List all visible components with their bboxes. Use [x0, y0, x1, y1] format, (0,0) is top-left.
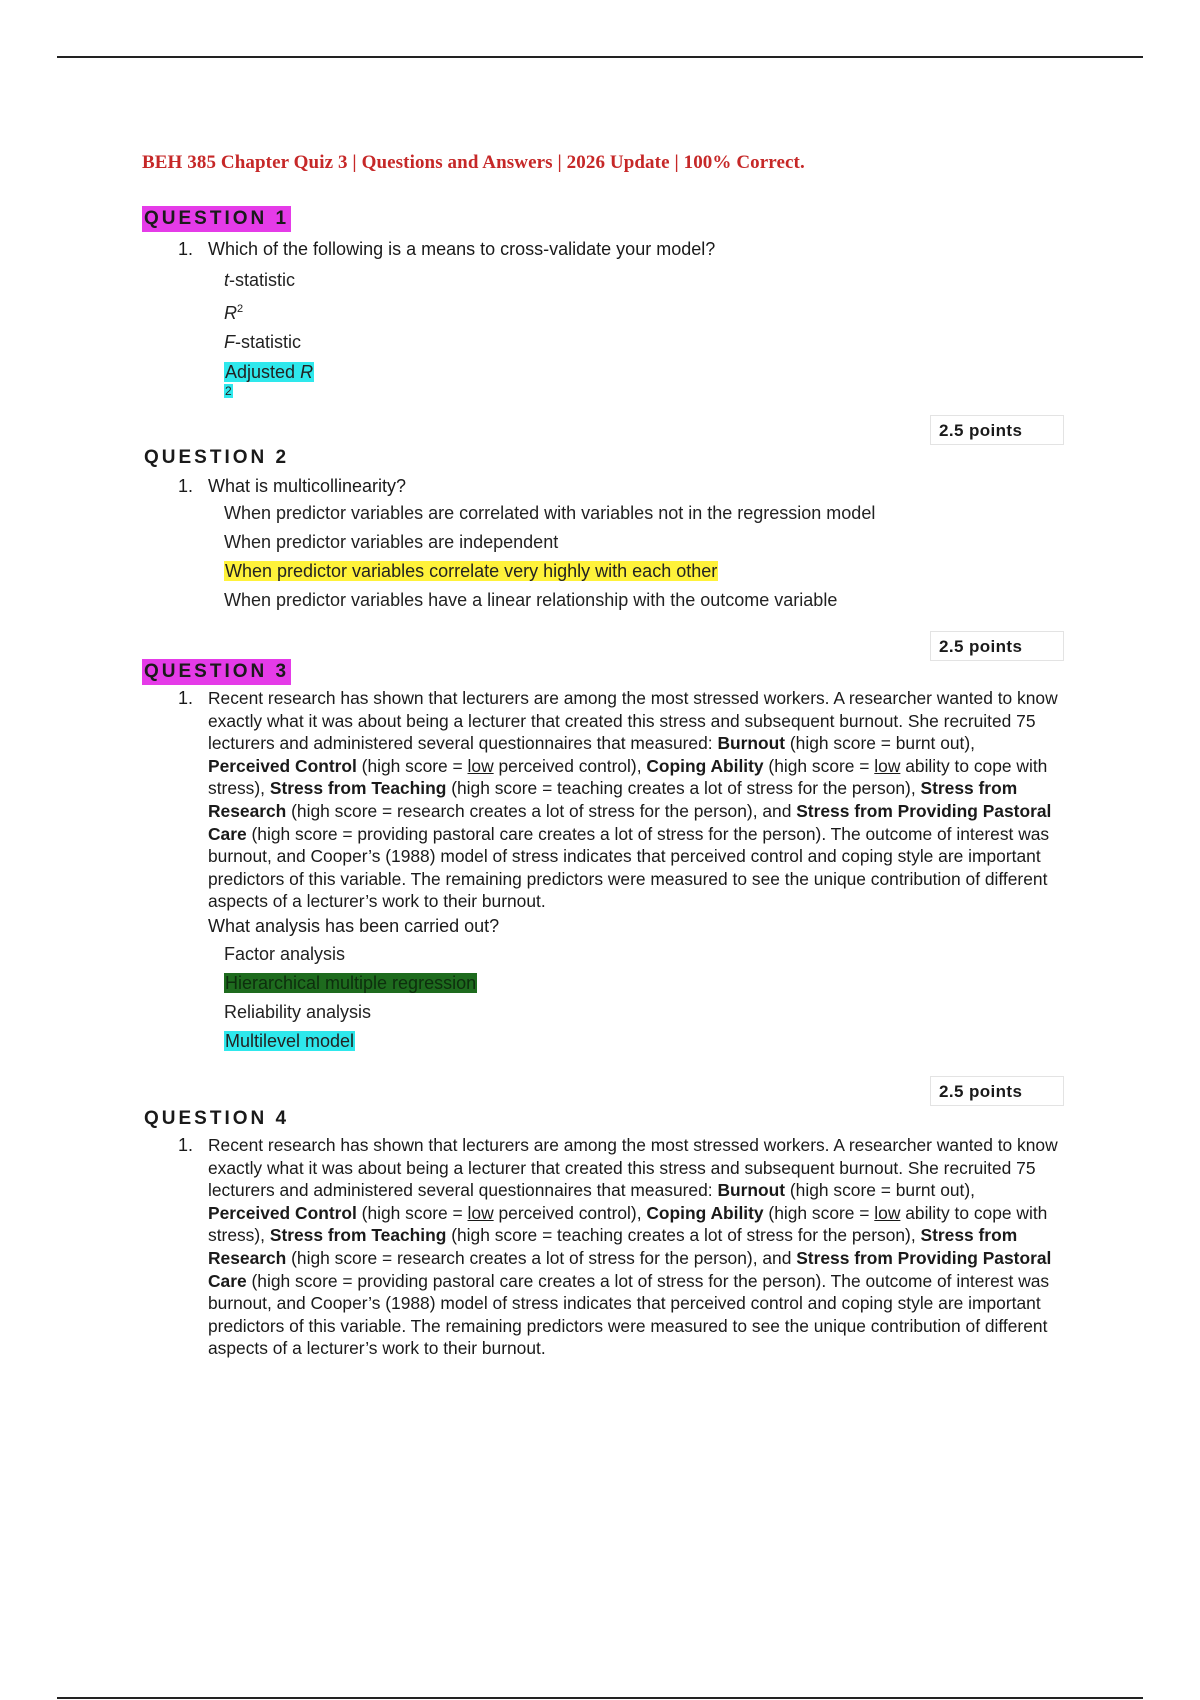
option-f-statistic[interactable]: F-statistic: [224, 332, 302, 352]
question-2-label: QUESTION 2: [144, 447, 290, 468]
question-1-label: QUESTION 1: [142, 206, 291, 232]
question-3-options: [224, 940, 1062, 1056]
scenario-text: Recent research has shown that lecturers are among the most stressed workers. A researcher wanted to know exactly what it was about being a lecturer that created this stress and subsequent burnout. She recruited 75 lecturers and administered several questionnaires that measured: Burnout (high score = burnt out), Perceived Control (high score = low perceived control), Coping Ability (high score = low ability to cope with stress), Stress from Teaching (high score = teaching creates a lot of stress for the person), Stress from Research (high score = research creates a lot of stress for the person), and Stress from Providing Pastoral Care (high score = providing pastoral care creates a lot of stress for the person). The outcome of interest was burnout, and Cooper’s (1988) model of stress indicates that perceived control and coping style are important predictors of this variable. The remaining predictors were measured to see the unique contribution of different aspects of a lecturer’s work to their burnout.: [208, 688, 1058, 912]
option[interactable]: Reliability analysis: [224, 1001, 372, 1022]
option[interactable]: Factor analysis: [224, 943, 346, 964]
bottom-rule: [57, 1697, 1143, 1699]
question-1-options: [224, 266, 1062, 405]
points-row: [142, 415, 1062, 449]
option-r-squared[interactable]: $R^2$: [224, 303, 244, 323]
option[interactable]: When predictor variables have a linear relationship with the outcome variable: [224, 590, 838, 610]
top-rule: [57, 56, 1143, 58]
question-3-prompt: [178, 687, 1062, 938]
points-badge: 2.5 points: [930, 631, 1064, 661]
question-3: [142, 659, 1062, 1056]
points-badge: 2.5 points: [930, 415, 1064, 445]
question-number: 1.: [178, 239, 194, 259]
question-3-followup: What analysis has been carried out?: [208, 915, 500, 936]
option-t-statistic[interactable]: t-statistic: [224, 270, 296, 290]
question-number: 1.: [178, 1134, 194, 1155]
highlighted-option: Multilevel model: [225, 1030, 355, 1051]
highlighted-answer: Hierarchical multiple regression: [225, 972, 477, 993]
highlighted-answer: When predictor variables correlate very highly with each other: [225, 561, 718, 581]
highlighted-answer: Adjusted R: [225, 362, 314, 382]
question-number: 1.: [178, 688, 194, 708]
option[interactable]: [224, 1027, 1062, 1056]
question-4: [142, 1106, 1062, 1360]
points-row: [142, 1076, 1062, 1110]
question-2-prompt: [178, 475, 1062, 497]
option-correct[interactable]: [224, 557, 1062, 586]
points-row: [142, 631, 1062, 665]
question-1-text: Which of the following is a means to cross-validate your model?: [208, 239, 716, 259]
question-4-prompt: [178, 1134, 1062, 1360]
points-badge: 2.5 points: [930, 1076, 1064, 1106]
question-3-label: QUESTION 3: [142, 659, 291, 685]
option-adjusted-r-squared[interactable]: Adjusted R $^2$: [225, 362, 314, 398]
question-2-options: [224, 499, 1062, 615]
document-title: BEH 385 Chapter Quiz 3 | Questions and Answers | 2026 Update | 100% Correct.: [142, 152, 805, 173]
question-1-prompt: [178, 238, 1062, 260]
question-2: [142, 445, 1062, 615]
question-4-label: QUESTION 4: [144, 1107, 290, 1129]
scenario-text: Recent research has shown that lecturers are among the most stressed workers. A researcher wanted to know exactly what it was about being a lecturer that created this stress and subsequent burnout. She recruited 75 lecturers and administered several questionnaires that measured: Burnout (high score = burnt out), Perceived Control (high score = low perceived control), Coping Ability (high score = low ability to cope with stress), Stress from Teaching (high score = teaching creates a lot of stress for the person), Stress from Research (high score = research creates a lot of stress for the person), and Stress from Providing Pastoral Care (high score = providing pastoral care creates a lot of stress for the person). The outcome of interest was burnout, and Cooper’s (1988) model of stress indicates that perceived control and coping style are important predictors of this variable. The remaining predictors were measured to see the unique contribution of different aspects of a lecturer’s work to their burnout.: [208, 1134, 1058, 1359]
option-correct[interactable]: [224, 969, 1062, 998]
option[interactable]: When predictor variables are correlated with variables not in the regression model: [224, 503, 876, 523]
question-2-text: What is multicollinearity?: [208, 476, 407, 496]
question-number: 1.: [178, 476, 194, 496]
option[interactable]: When predictor variables are independent: [224, 532, 559, 552]
question-1: [142, 206, 1062, 405]
quiz-document: [142, 152, 1062, 1360]
